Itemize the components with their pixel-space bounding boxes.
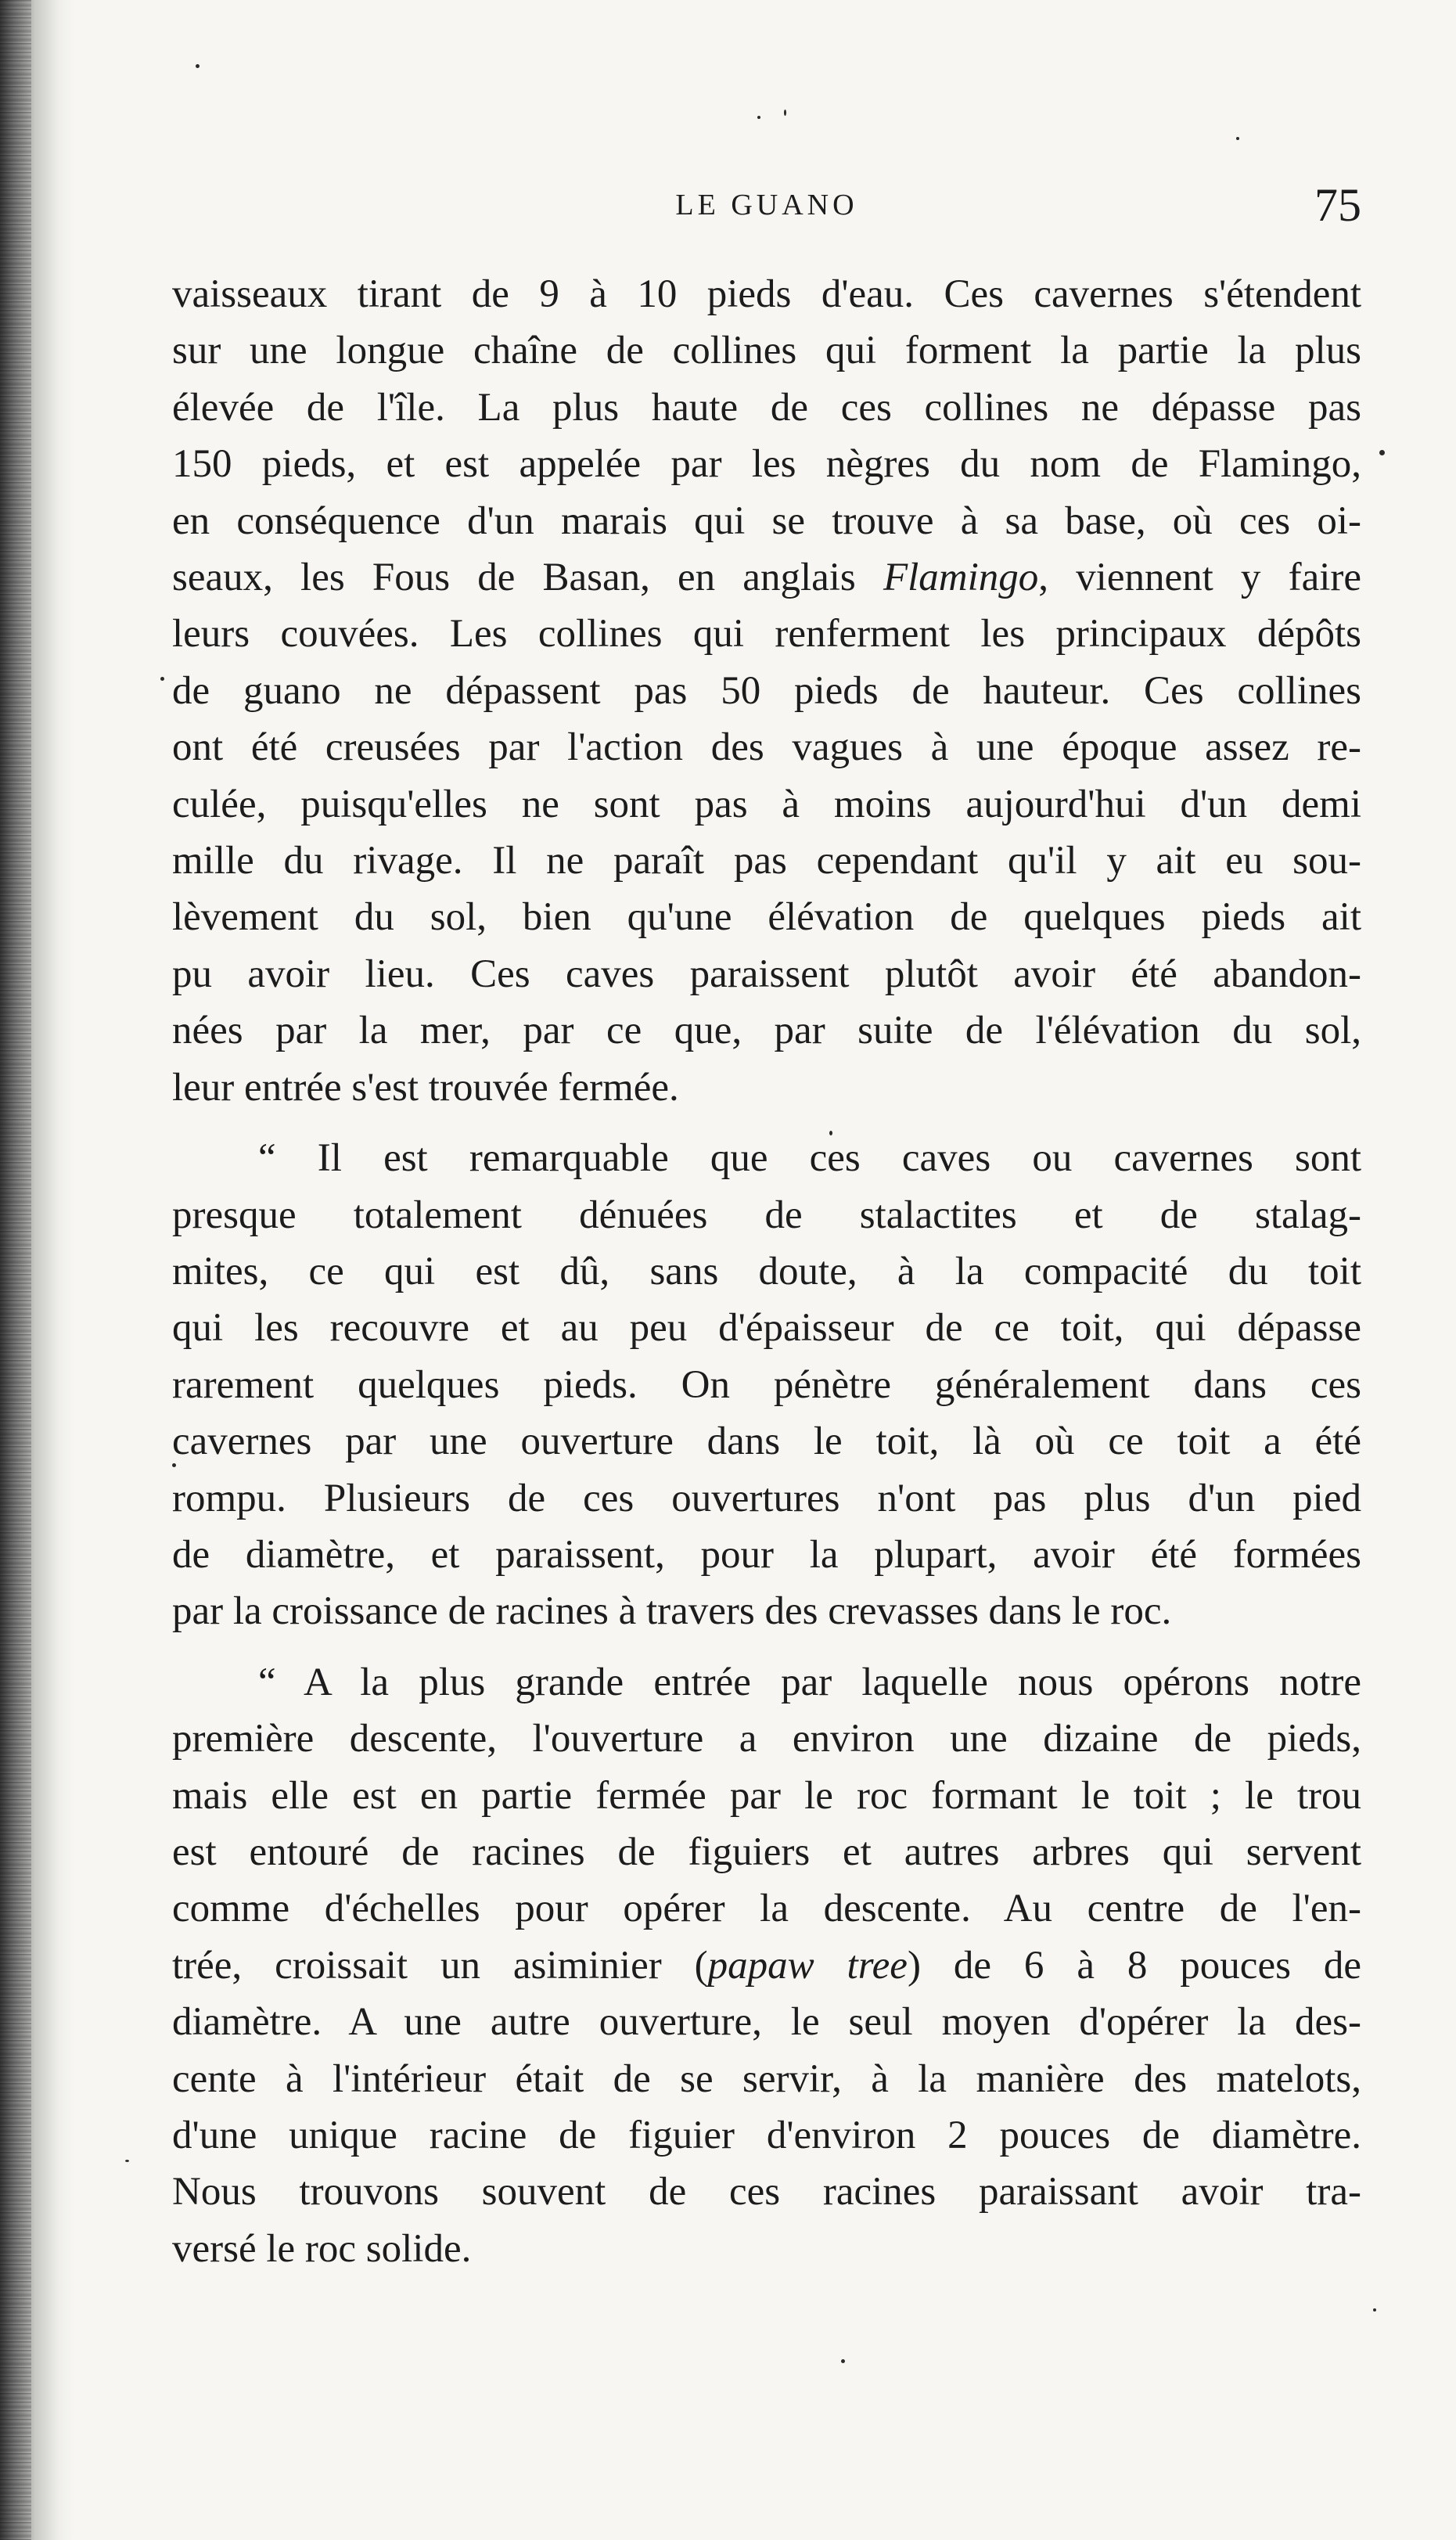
text-line: de diamètre, et paraissent, pour la plupart, avoir été formées: [172, 1532, 1361, 1577]
text-line: diamètre. A une autre ouverture, le seul moyen d'opérer la des-: [172, 2000, 1361, 2045]
running-head: LE GUANO: [675, 189, 858, 221]
scan-speck: [1236, 137, 1239, 140]
paragraph-2: [172, 1130, 1361, 1640]
text-line: qui les recouvre et au peu d'épaisseur de ce toit, qui dépasse: [172, 1306, 1361, 1351]
italic-term: Flamingo: [883, 556, 1039, 600]
body-text: [172, 266, 1361, 2277]
scan-speck: [1379, 450, 1385, 455]
text-line: comme d'échelles pour opérer la descente. Au centre de l'en-: [172, 1887, 1361, 1931]
text-line: lèvement du sol, bien qu'une élévation de quelques pieds ait: [172, 895, 1361, 940]
text-line: cente à l'intérieur était de se servir, à la manière des matelots,: [172, 2056, 1361, 2101]
scan-speck: [784, 110, 786, 116]
scan-speck: [172, 1463, 176, 1467]
text-line: mites, ce qui est dû, sans doute, à la compacité du toit: [172, 1249, 1361, 1293]
text-line: pu avoir lieu. Ces caves paraissent plutôt avoir été abandon-: [172, 952, 1361, 996]
italic-term: papaw tree: [707, 1943, 908, 1988]
text-line: 150 pieds, et est appelée par les nègres du nom de Flamingo,: [172, 442, 1361, 487]
text-line: sur une longue chaîne de collines qui forment la partie la plus: [172, 329, 1361, 373]
text-line: Nous trouvons souvent de ces racines paraissant avoir tra-: [172, 2170, 1361, 2214]
text-line: mille du rivage. Il ne paraît pas cependant qu'il y ait eu sou-: [172, 839, 1361, 883]
scan-edge-shadow: [0, 0, 74, 2540]
text-line: élevée de l'île. La plus haute de ces collines ne dépasse pas: [172, 385, 1361, 430]
text-line: en conséquence d'un marais qui se trouve à sa base, où ces oi-: [172, 498, 1361, 543]
text-line: rarement quelques pieds. On pénètre généralement dans ces: [172, 1362, 1361, 1407]
scan-speck: [757, 116, 760, 119]
scan-speck: [829, 1131, 832, 1135]
text-line: par la croissance de racines à travers des crevasses dans le roc.: [172, 1589, 1172, 1634]
text-line: vaisseaux tirant de 9 à 10 pieds d'eau. Ces cavernes s'étendent: [172, 272, 1361, 316]
text-line: presque totalement dénuées de stalactites et de stalag-: [172, 1193, 1361, 1237]
text-line: ont été creusées par l'action des vagues à une époque assez re-: [172, 725, 1361, 770]
paragraph-3: [172, 1654, 1361, 2277]
text-line: leurs couvées. Les collines qui renferment les principaux dépôts: [172, 612, 1361, 657]
text-line: nées par la mer, par ce que, par suite de l'élévation du sol,: [172, 1009, 1361, 1053]
text-line: d'une unique racine de figuier d'environ 2 pouces de diamètre.: [172, 2114, 1361, 2157]
text-line: de guano ne dépassent pas 50 pieds de hauteur. Ces collines: [172, 668, 1361, 713]
text-line: rompu. Plusieurs de ces ouvertures n'ont pas plus d'un pied: [172, 1476, 1361, 1520]
scan-speck: [196, 64, 200, 68]
text-line: seaux, les Fous de Basan, en anglais Flamingo, viennent y faire: [172, 556, 1361, 600]
text-line: “ A la plus grande entrée par laquelle nous opérons notre: [258, 1660, 1361, 1704]
text-line: leur entrée s'est trouvée fermée.: [172, 1065, 679, 1110]
text-line: mais elle est en partie fermée par le roc formant le toit ; le trou: [172, 1773, 1361, 1818]
text-line: “ Il est remarquable que ces caves ou cavernes sont: [258, 1136, 1361, 1181]
scan-speck: [160, 677, 164, 681]
scan-speck: [1373, 2308, 1376, 2312]
scan-speck: [125, 2160, 129, 2162]
text-line: versé le roc solide.: [172, 2226, 472, 2271]
scan-speck: [841, 2359, 845, 2363]
text-line: culée, puisqu'elles ne sont pas à moins aujourd'hui d'un demi: [172, 782, 1361, 826]
text-line: trée, croissait un asiminier (papaw tree) de 6 à 8 pouces de: [172, 1943, 1361, 1988]
text-line: cavernes par une ouverture dans le toit, là où ce toit a été: [172, 1419, 1361, 1464]
text-line: est entouré de racines de figuiers et autres arbres qui servent: [172, 1829, 1361, 1874]
text-line: première descente, l'ouverture a environ une dizaine de pieds,: [172, 1717, 1361, 1761]
page-number: 75: [1314, 179, 1361, 231]
page-header: [172, 178, 1361, 241]
paragraph-1: [172, 266, 1361, 1116]
